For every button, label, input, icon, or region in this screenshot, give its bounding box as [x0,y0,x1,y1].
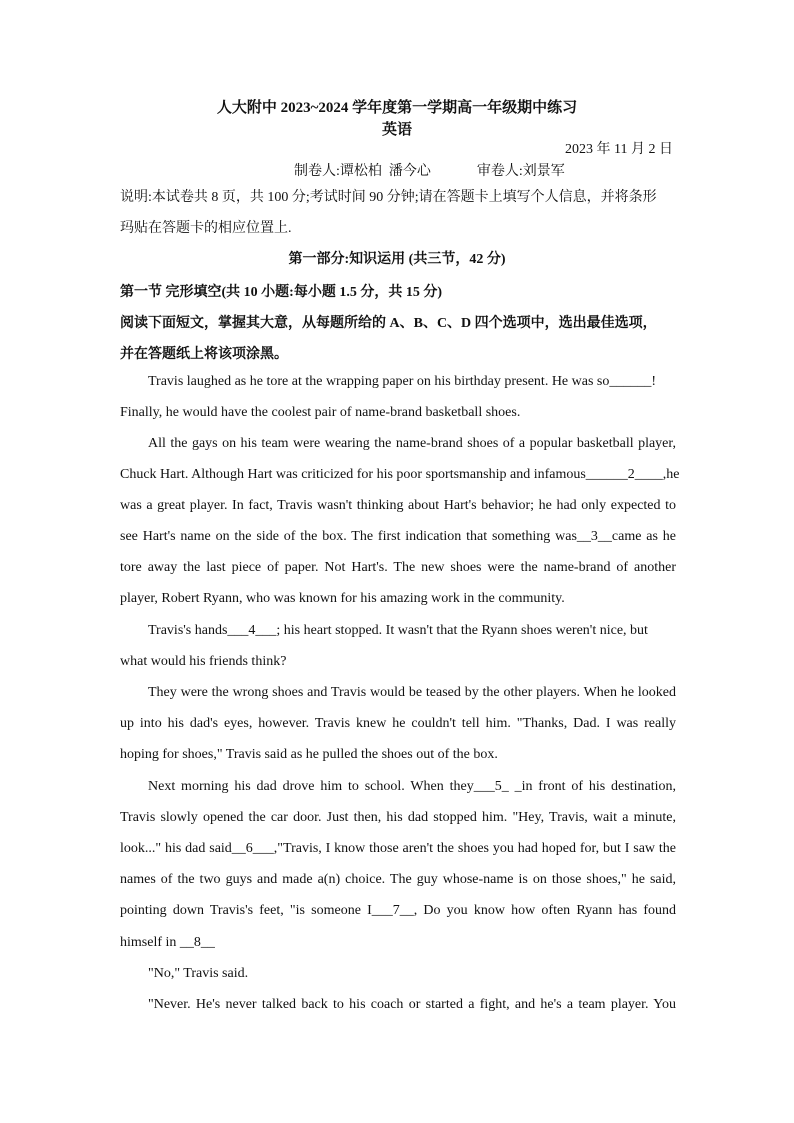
passage-line: see Hart's name on the side of the box. The first indication that something was__3__came as he [120,529,676,544]
passage-line: pointing down Travis's feet, "is someone I___7__, Do you know how often Ryann has found [120,903,676,918]
passage-line: Travis's hands___4___; his heart stopped. It wasn't that the Ryann shoes weren't nice, but [148,623,648,638]
passage-line: Next morning his dad drove him to school. When they___5_ _in front of his destination, [148,779,676,794]
passage-line: hoping for shoes," Travis said as he pulled the shoes out of the box. [120,747,498,762]
instructions-line-1: 说明:本试卷共 8 页，共 100 分;考试时间 90 分钟;请在答题卡上填写个人信息，并将条形 [120,190,657,205]
passage-line: "No," Travis said. [148,966,249,981]
passage-line: was a great player. In fact, Travis wasn't thinking about Hart's behavior; he had only expected to [120,498,676,513]
passage-line: All the gays on his team were wearing the name-brand shoes of a popular basketball player, [148,436,676,451]
passage-line: up into his dad's eyes, however. Travis knew he couldn't tell him. "Thanks, Dad. I was really [120,716,676,731]
passage-line: player, Robert Ryann, who was known for his amazing work in the community. [120,591,565,606]
directions-line-1: 阅读下面短文，掌握其大意，从每题所给的 A、B、C、D 四个选项中，选出最佳选项， [120,316,657,331]
subject-title: 英语 [381,122,412,138]
passage-line: Chuck Hart. Although Hart was criticized for his poor sportsmanship and infamous______2____,he [120,467,680,482]
passage-line: what would his friends think? [120,654,287,669]
author-credit: 制卷人:谭松柏 潘今心 [294,164,431,179]
passage-line: tore away the last piece of paper. Not Hart's. The new shoes were the name-brand of another [120,560,676,575]
exam-title: 人大附中 2023~2024 学年度第一学期高一年级期中练习 [216,100,578,116]
passage-line: Finally, he would have the coolest pair of name-brand basketball shoes. [120,405,521,420]
passage-line: himself in __8__ [120,935,215,950]
passage-line: Travis laughed as he tore at the wrapping paper on his birthday present. He was so______! [148,374,657,389]
instructions-line-2: 玛贴在答题卡的相应位置上. [120,221,292,236]
reviewer-credit: 审卷人:刘景军 [476,164,565,179]
staff-line [294,160,565,180]
passage-line: "Never. He's never talked back to his coach or started a fight, and he's a team player. You [148,997,676,1012]
passage-line: Travis slowly opened the car door. Just then, his dad stopped him. "Hey, Travis, wait a minute, [120,810,676,825]
section-heading: 第一节 完形填空(共 10 小题:每小题 1.5 分，共 15 分) [120,285,442,300]
passage-line: They were the wrong shoes and Travis would be teased by the other players. When he looked [148,685,676,700]
passage-line: look..." his dad said__6___,"Travis, I know those aren't the shoes you had hoped for, but I saw the [120,841,676,856]
directions-line-2: 并在答题纸上将该项涂黑。 [120,347,288,362]
part-heading: 第一部分:知识运用 (共三节，42 分) [288,252,506,267]
passage-line: names of the two guys and made a(n) choice. The guy whose-name is on those shoes," he said, [120,872,676,887]
exam-date: 2023 年 11 月 2 日 [565,142,673,157]
